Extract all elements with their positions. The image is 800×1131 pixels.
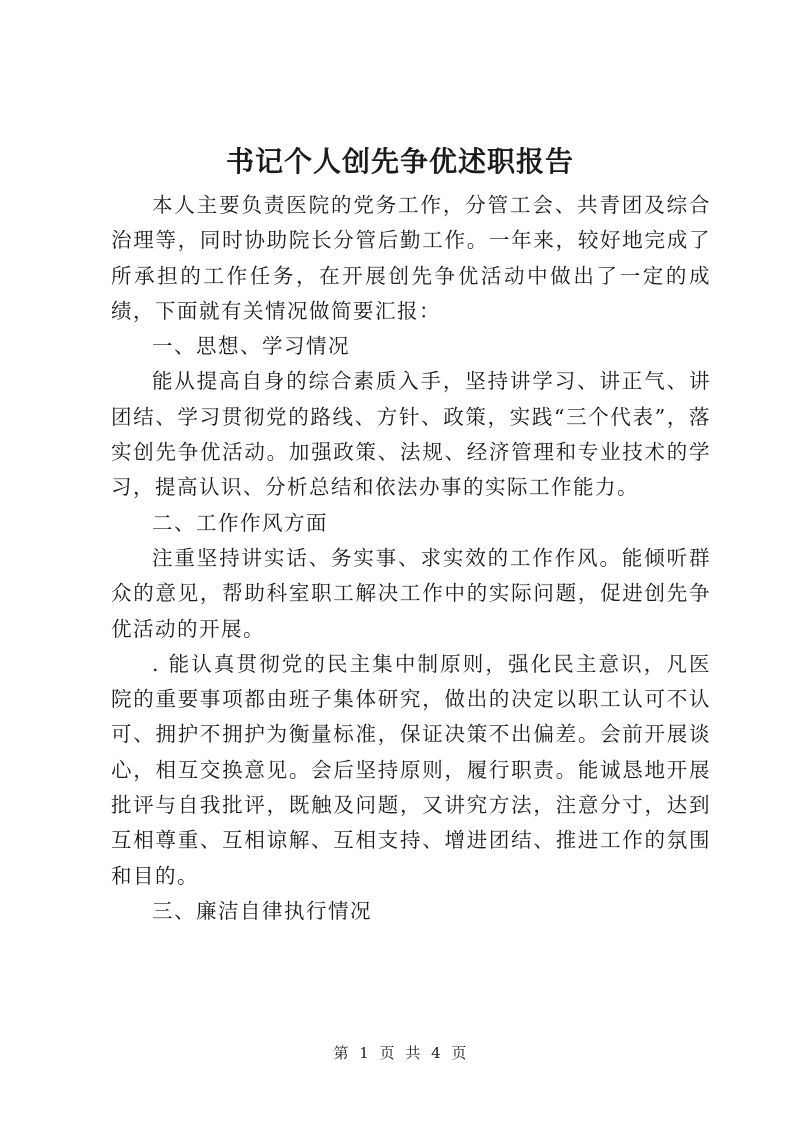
- paragraph-work-style: 注重坚持讲实话、务实事、求实效的工作作风。能倾听群众的意见，帮助科室职工解决工作中的实际问题，促进创先争优活动的开展。: [111, 545, 711, 641]
- paragraph-democracy: . 能认真贯彻党的民主集中制原则，强化民主意识，凡医院的重要事项都由班子集体研究，做出的决定以职工认可不认可、拥护不拥护为衡量标准，保证决策不出偏差。会前开展谈心，相互交换意见。会后坚持原则，履行职责。能诚恳地开展批评与自我批评，既触及问题，又讲究方法，注意分寸，达到互相尊重、互相谅解、互相支持、增进团结、推进工作的氛围和目的。: [111, 651, 711, 888]
- document-body: [111, 188, 711, 929]
- section-heading-1: 一、思想、学习情况: [152, 334, 350, 359]
- page-footer: 第 1 页 共 4 页: [333, 1044, 467, 1062]
- section-heading-2: 二、工作作风方面: [152, 510, 328, 535]
- document-title: 书记个人创先争优述职报告: [225, 145, 574, 178]
- paragraph-intro: 本人主要负责医院的党务工作，分管工会、共青团及综合治理等，同时协助院长分管后勤工作。一年来，较好地完成了所承担的工作任务，在开展创先争优活动中做出了一定的成绩，下面就有关情况做简要汇报：: [111, 193, 711, 323]
- paragraph-study: 能从提高自身的综合素质入手，坚持讲学习、讲正气、讲团结、学习贯彻党的路线、方针、政策，实践“三个代表”，落实创先争优活动。加强政策、法规、经济管理和专业技术的学习，提高认识、分析总结和依法办事的实际工作能力。: [111, 369, 711, 500]
- section-heading-3: 三、廉洁自律执行情况: [152, 898, 372, 923]
